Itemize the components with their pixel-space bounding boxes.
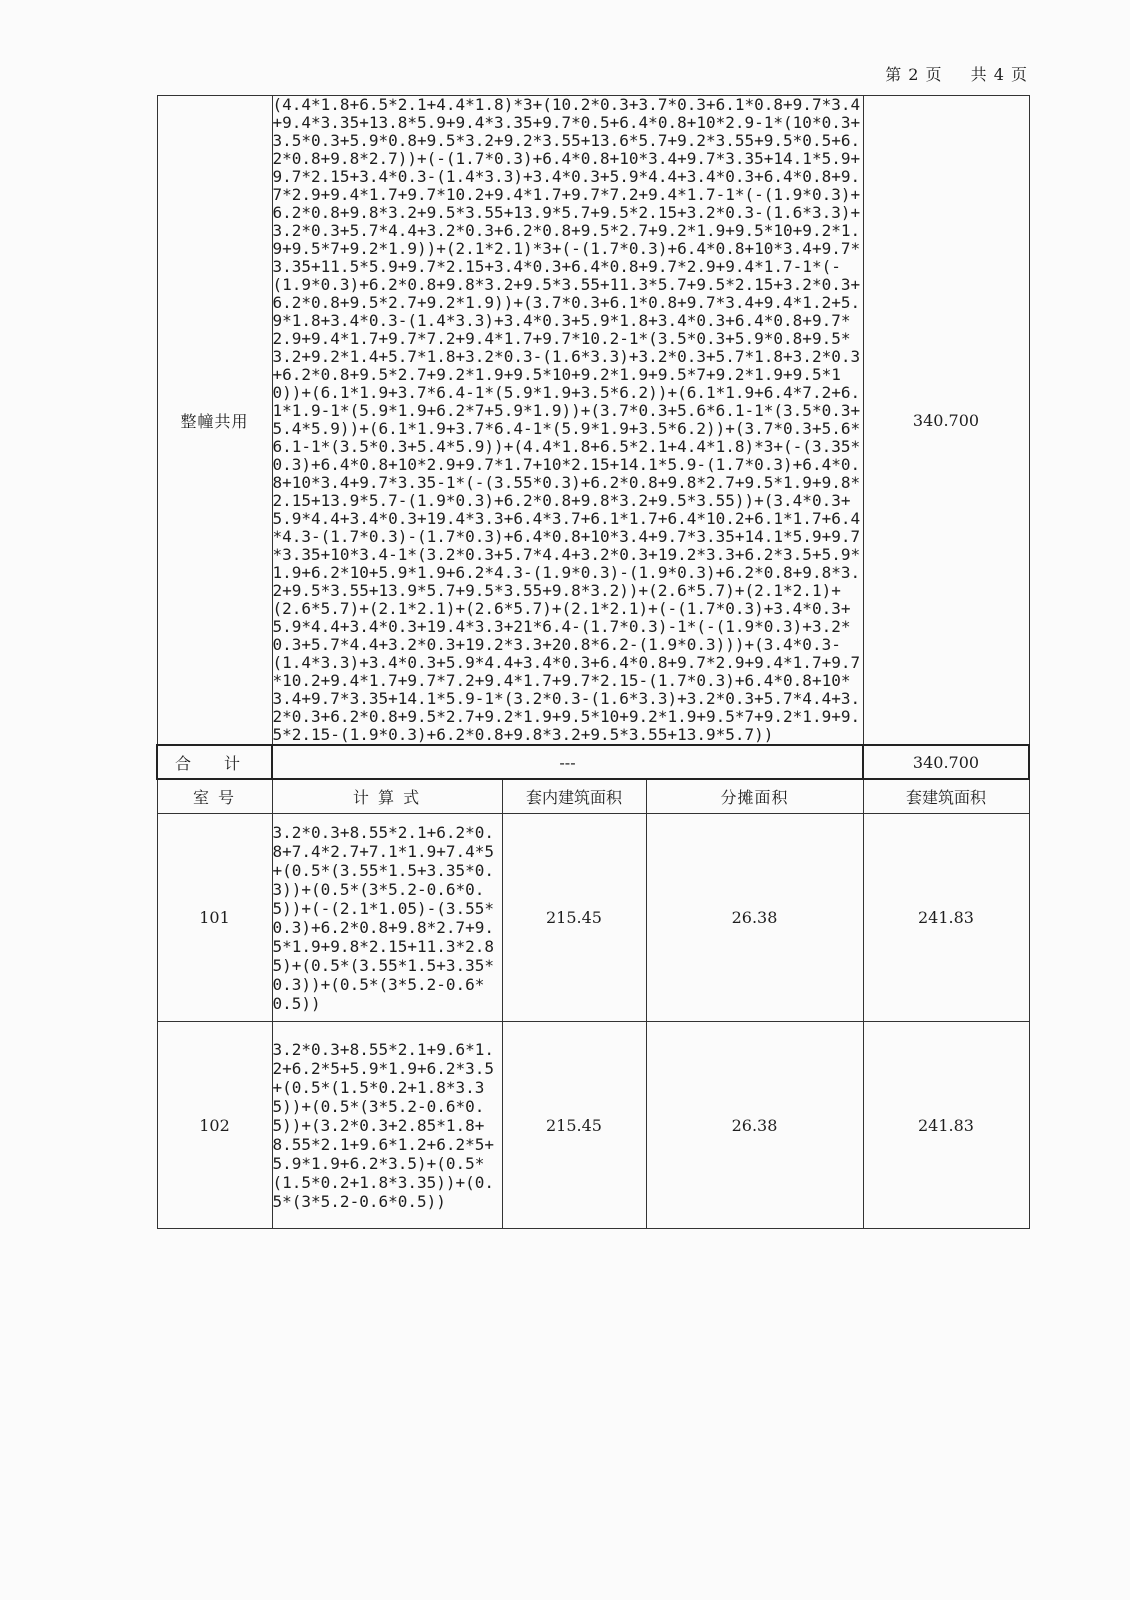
room-inner-area: 215.45	[502, 814, 646, 1022]
room-shared-area: 26.38	[646, 814, 863, 1022]
table-row	[157, 814, 1029, 1022]
room-formula: 3.2*0.3+8.55*2.1+9.6*1.2+6.2*5+5.9*1.9+6.2*3.5+(0.5*(1.5*0.2+1.8*3.35))+(0.5*(3*5.2-0.6*0.5))+(3.2*0.3+2.85*1.8+8.55*2.1+9.6*1.2+6.2*5+5.9*1.9+6.2*3.5)+(0.5*(1.5*0.2+1.8*3.35))+(0.5*(3*5.2-0.6*0.5))	[272, 1022, 502, 1229]
room-inner-area: 215.45	[502, 1022, 646, 1229]
header-total-area: 套建筑面积	[863, 779, 1029, 814]
page-total: 共 4 页	[970, 65, 1028, 84]
header-formula: 计 算 式	[272, 779, 502, 814]
header-inner-area: 套内建筑面积	[502, 779, 646, 814]
total-row	[157, 745, 1029, 779]
table-row	[157, 1022, 1029, 1229]
room-total-area: 241.83	[863, 814, 1029, 1022]
total-label: 合 计	[157, 745, 272, 779]
room-total-area: 241.83	[863, 1022, 1029, 1229]
room-number: 101	[157, 814, 272, 1022]
room-formula: 3.2*0.3+8.55*2.1+6.2*0.8+7.4*2.7+7.1*1.9+7.4*5+(0.5*(3.55*1.5+3.35*0.3))+(0.5*(3*5.2-0.6*0.5))+(-(2.1*1.05)-(3.55*0.3)+6.2*0.8+9.8*2.7+9.5*1.9+9.8*2.15+11.3*2.85)+(0.5*(3.55*1.5+3.35*0.3))+(0.5*(3*5.2-0.6*0.5))	[272, 814, 502, 1022]
area-calculation-table	[156, 95, 1030, 1229]
shared-area-label: 整幢共用	[157, 96, 272, 746]
total-dash: ---	[272, 745, 863, 779]
header-shared-area: 分摊面积	[646, 779, 863, 814]
shared-area-formula: (4.4*1.8+6.5*2.1+4.4*1.8)*3+(10.2*0.3+3.7*0.3+6.1*0.8+9.7*3.4+9.4*3.35+13.8*5.9+9.4*3.35+9.7*0.5+6.4*0.8+10*2.9-1*(10*0.3+3.5*0.3+5.9*0.8+9.5*3.2+9.2*3.55+13.6*5.7+9.2*3.55+9.5*0.5+6.2*0.8+9.8*2.7))+(-(1.7*0.3)+6.4*0.8+10*3.4+9.7*3.35+14.1*5.9+9.7*2.15+3.4*0.3-(1.4*3.3)+3.4*0.3+5.9*4.4+3.4*0.3+6.4*0.8+9.7*2.9+9.4*1.7+9.7*10.2+9.4*1.7+9.7*7.2+9.4*1.7-1*(-(1.9*0.3)+6.2*0.8+9.8*3.2+9.5*3.55+13.9*5.7+9.5*2.15+3.2*0.3-(1.6*3.3)+3.2*0.3+5.7*4.4+3.2*0.3+6.2*0.8+9.5*2.7+9.2*1.9+9.5*10+9.2*1.9+9.5*7+9.2*1.9))+(2.1*2.1)*3+(-(1.7*0.3)+6.4*0.8+10*3.4+9.7*3.35+11.5*5.9+9.7*2.15+3.4*0.3+6.4*0.8+9.7*2.9+9.4*1.7-1*(-(1.9*0.3)+6.2*0.8+9.8*3.2+9.5*3.55+11.3*5.7+9.5*2.15+3.2*0.3+6.2*0.8+9.5*2.7+9.2*1.9))+(3.7*0.3+6.1*0.8+9.7*3.4+9.4*1.2+5.9*1.8+3.4*0.3-(1.4*3.3)+3.4*0.3+5.9*1.8+3.4*0.3+6.4*0.8+9.7*2.9+9.4*1.7+9.7*7.2+9.4*1.7+9.7*10.2-1*(3.5*0.3+5.9*0.8+9.5*3.2+9.2*1.4+5.7*1.8+3.2*0.3-(1.6*3.3)+3.2*0.3+5.7*1.8+3.2*0.3+6.2*0.8+9.5*2.7+9.2*1.9+9.5*10+9.2*1.9+9.5*7+9.2*1.9+9.5*10))+(6.1*1.9+3.7*6.4-1*(5.9*1.9+3.5*6.2))+(6.1*1.9+6.4*7.2+6.1*1.9-1*(5.9*1.9+6.2*7+5.9*1.9))+(3.7*0.3+5.6*6.1-1*(3.5*0.3+5.4*5.9))+(6.1*1.9+3.7*6.4-1*(5.9*1.9+3.5*6.2))+(3.7*0.3+5.6*6.1-1*(3.5*0.3+5.4*5.9))+(4.4*1.8+6.5*2.1+4.4*1.8)*3+(-(3.35*0.3)+6.4*0.8+10*2.9+9.7*1.7+10*2.15+14.1*5.9-(1.7*0.3)+6.4*0.8+10*3.4+9.7*3.35-1*(-(3.55*0.3)+6.2*0.8+9.8*2.7+9.5*1.9+9.8*2.15+13.9*5.7-(1.9*0.3)+6.2*0.8+9.8*3.2+9.5*3.55))+(3.4*0.3+5.9*4.4+3.4*0.3+19.4*3.3+6.4*3.7+6.1*1.7+6.4*10.2+6.1*1.7+6.4*4.3-(1.7*0.3)-(1.7*0.3)+6.4*0.8+10*3.4+9.7*3.35+14.1*5.9+9.7*3.35+10*3.4-1*(3.2*0.3+5.7*4.4+3.2*0.3+19.2*3.3+6.2*3.5+5.9*1.9+6.2*10+5.9*1.9+6.2*4.3-(1.9*0.3)-(1.9*0.3)+6.2*0.8+9.8*3.2+9.5*3.55+13.9*5.7+9.5*3.55+9.8*3.2))+(2.6*5.7)+(2.1*2.1)+(2.6*5.7)+(2.1*2.1)+(2.6*5.7)+(2.1*2.1)+(-(1.7*0.3)+3.4*0.3+5.9*4.4+3.4*0.3+19.4*3.3+21*6.4-(1.7*0.3)-1*(-(1.9*0.3)+3.2*0.3+5.7*4.4+3.2*0.3+19.2*3.3+20.8*6.2-(1.9*0.3)))+(3.4*0.3-(1.4*3.3)+3.4*0.3+5.9*4.4+3.4*0.3+6.4*0.8+9.7*2.9+9.4*1.7+9.7*10.2+9.4*1.7+9.7*7.2+9.4*1.7+9.7*2.15-(1.7*0.3)+6.4*0.8+10*3.4+9.7*3.35+14.1*5.9-1*(3.2*0.3-(1.6*3.3)+3.2*0.3+5.7*4.4+3.2*0.3+6.2*0.8+9.5*2.7+9.2*1.9+9.5*10+9.2*1.9+9.5*7+9.2*1.9+9.5*2.15-(1.9*0.3)+6.2*0.8+9.8*3.2+9.5*3.55+13.9*5.7))	[272, 96, 863, 746]
room-header-row	[157, 779, 1029, 814]
header-room-no: 室 号	[157, 779, 272, 814]
room-shared-area: 26.38	[646, 1022, 863, 1229]
shared-area-row	[157, 96, 1029, 746]
page-number: 第 2 页	[885, 65, 943, 84]
room-number: 102	[157, 1022, 272, 1229]
total-value: 340.700	[863, 745, 1029, 779]
page-header	[863, 62, 1028, 85]
shared-area-value: 340.700	[863, 96, 1029, 746]
